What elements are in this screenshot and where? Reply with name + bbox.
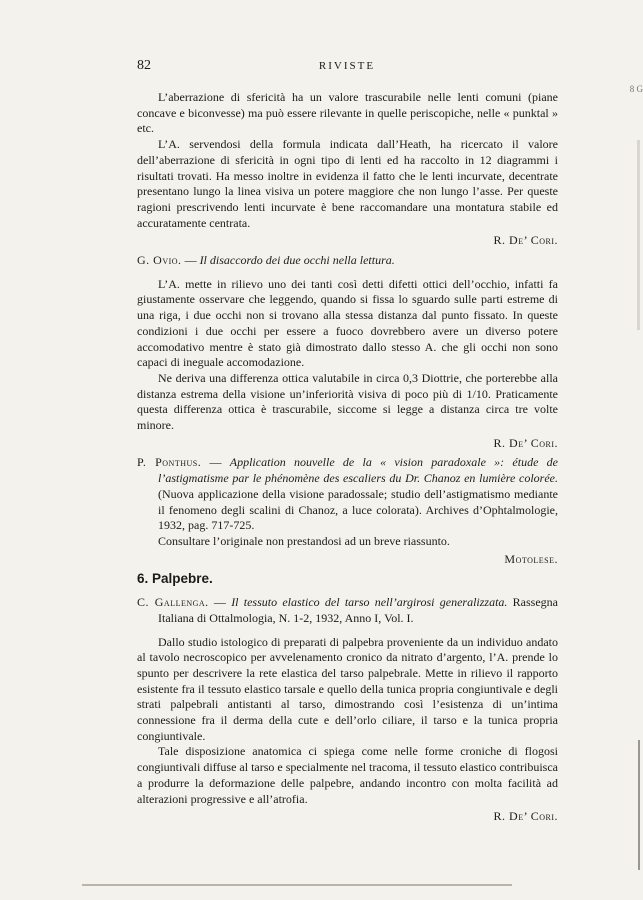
reviewer-signature [137,233,558,249]
paragraph: L’A. servendosi della formula indicata dall’Heath, ha ricercato il valore dell’aberrazione di sfericità in ogni tipo di lenti ed ha raccolto in 12 diagrammi i risultati trovati. Ha messo inoltre in evidenza il fatto che le lenti incurvate, decentrate presentano lungo la linea visiva un potere maggiore che non lungo l’asse. Per queste ragioni prescrivendo lenti incurvate è bene raccomandare una montatura stabile ed accuratamente centrata. [137,137,558,230]
page-header [137,58,557,76]
citation-author: G. Ovio. [137,253,182,268]
edge-mark: 8 G [629,84,643,94]
signature-initial: R. [493,435,506,450]
section-title: Palpebre. [152,571,213,587]
signature-name: Motolese. [504,551,558,566]
citation-title: Application nouvelle de la « vision paradoxale »: étude de l’astigmatisme par le phénomène des escaliers du Dr. Chanoz en lumière colorée. [158,455,558,486]
signature-initial: R. [493,809,506,824]
running-head: RIVISTE [318,60,376,72]
paragraph: Tale disposizione anatomica ci spiega come nelle forme croniche di flogosi congiuntivali diffuse al tarso e specialmente nel tracoma, il tessuto elastico contribuisca a produrre la deformazione delle palpebre, andando incontro con molta facilità ad alterazioni progressive e all’atrofia. [137,744,558,806]
paragraph: Consultare l’originale non prestandosi ad un breve riassunto. [158,533,450,548]
citation-dash: — [201,455,230,470]
page-edge-shadow [637,140,640,330]
reviewer-signature [137,809,558,825]
citation-source: Rassegna Italiana di Ottalmologia, N. 1-2, 1932, Anno I, Vol. I. [158,595,559,625]
review-entry [137,595,558,825]
citation-title: Il disaccordo dei due occhi nella lettura. [199,253,395,268]
review-entry [137,90,558,249]
bottom-rule [82,884,512,886]
citation-dash: — [208,595,232,610]
signature-initial: R. [493,233,506,248]
paragraph: L’aberrazione di sfericità ha un valore trascurabile nelle lenti comuni (piane concave e biconvesse) ma può essere rilevante in quelle periscopiche, nelle « punktal » etc. [137,90,558,136]
reviewer-signature [137,436,558,452]
citation-author: C. Gallenga. [137,595,209,610]
reviewer-signature [137,552,558,568]
paragraph: L’A. mette in rilievo uno dei tanti così detti difetti ottici dell’occhio, infatti fa giustamente osservare che leggendo, quando si fissa lo sguardo sulle parti estreme di una riga, i due occhi non si trovano alla stessa distanza dal punto fissato. In queste condizioni i due occhi per essere a fuoco dovrebbero avere un diverso potere accomodativo mentre è stato già dimostrato dallo stesso A. che gli occhi non sono capaci di ineguale accomodazione. [137,276,558,370]
citation-author: P. Ponthus. [137,455,202,470]
section-number: 6. [137,571,149,587]
citation [137,253,558,269]
review-entry [137,455,558,567]
signature-name: De’ Cori. [509,233,558,248]
page-number: 82 [137,58,151,73]
signature-name: De’ Cori. [509,435,558,450]
review-entry [137,253,558,451]
text-column [137,90,558,829]
citation [137,455,558,534]
signature-name: De’ Cori. [509,809,558,824]
citation [137,595,558,626]
citation-source: (Nuova applicazione della visione paradossale; studio dell’astigmatismo mediante il fenomeno degli scalini di Chanoz, a luce colorata). Archives d’Ophtalmologie, 1932, pag. 717-725. [158,486,558,533]
citation-title: Il tessuto elastico del tarso nell’argirosi generalizzata. [231,595,508,610]
citation-dash: — [181,253,200,268]
paragraph: Ne deriva una differenza ottica valutabile in circa 0,3 Diottrie, che porterebbe alla distanza estrema della visione un’inferiorità visiva di poco più di 1/10. Praticamente questa differenza ottica è trascurabile, siccome si legge a distanza circa tre volte minore. [137,370,558,433]
section-heading [137,571,558,587]
page-edge-line [638,740,640,870]
paragraph: Dallo studio istologico di preparati di palpebra proveniente da un individuo andato al tavolo necroscopico per avvelenamento cronico da nitrato d’argento, l’A. prende lo spunto per descrivere la rete elastica del tarso palpebrale. Mette in rilievo il rapporto esistente fra il tessuto elastico tarsale e quello della tunica propria congiuntivale e degli strati palpebrali antistanti al tarso, dimostrando così l’esistenza di un’intima connessione fra il derma della cute e dell’orlo ciliare, il tarso e la tunica propria congiuntivale. [137,634,558,743]
